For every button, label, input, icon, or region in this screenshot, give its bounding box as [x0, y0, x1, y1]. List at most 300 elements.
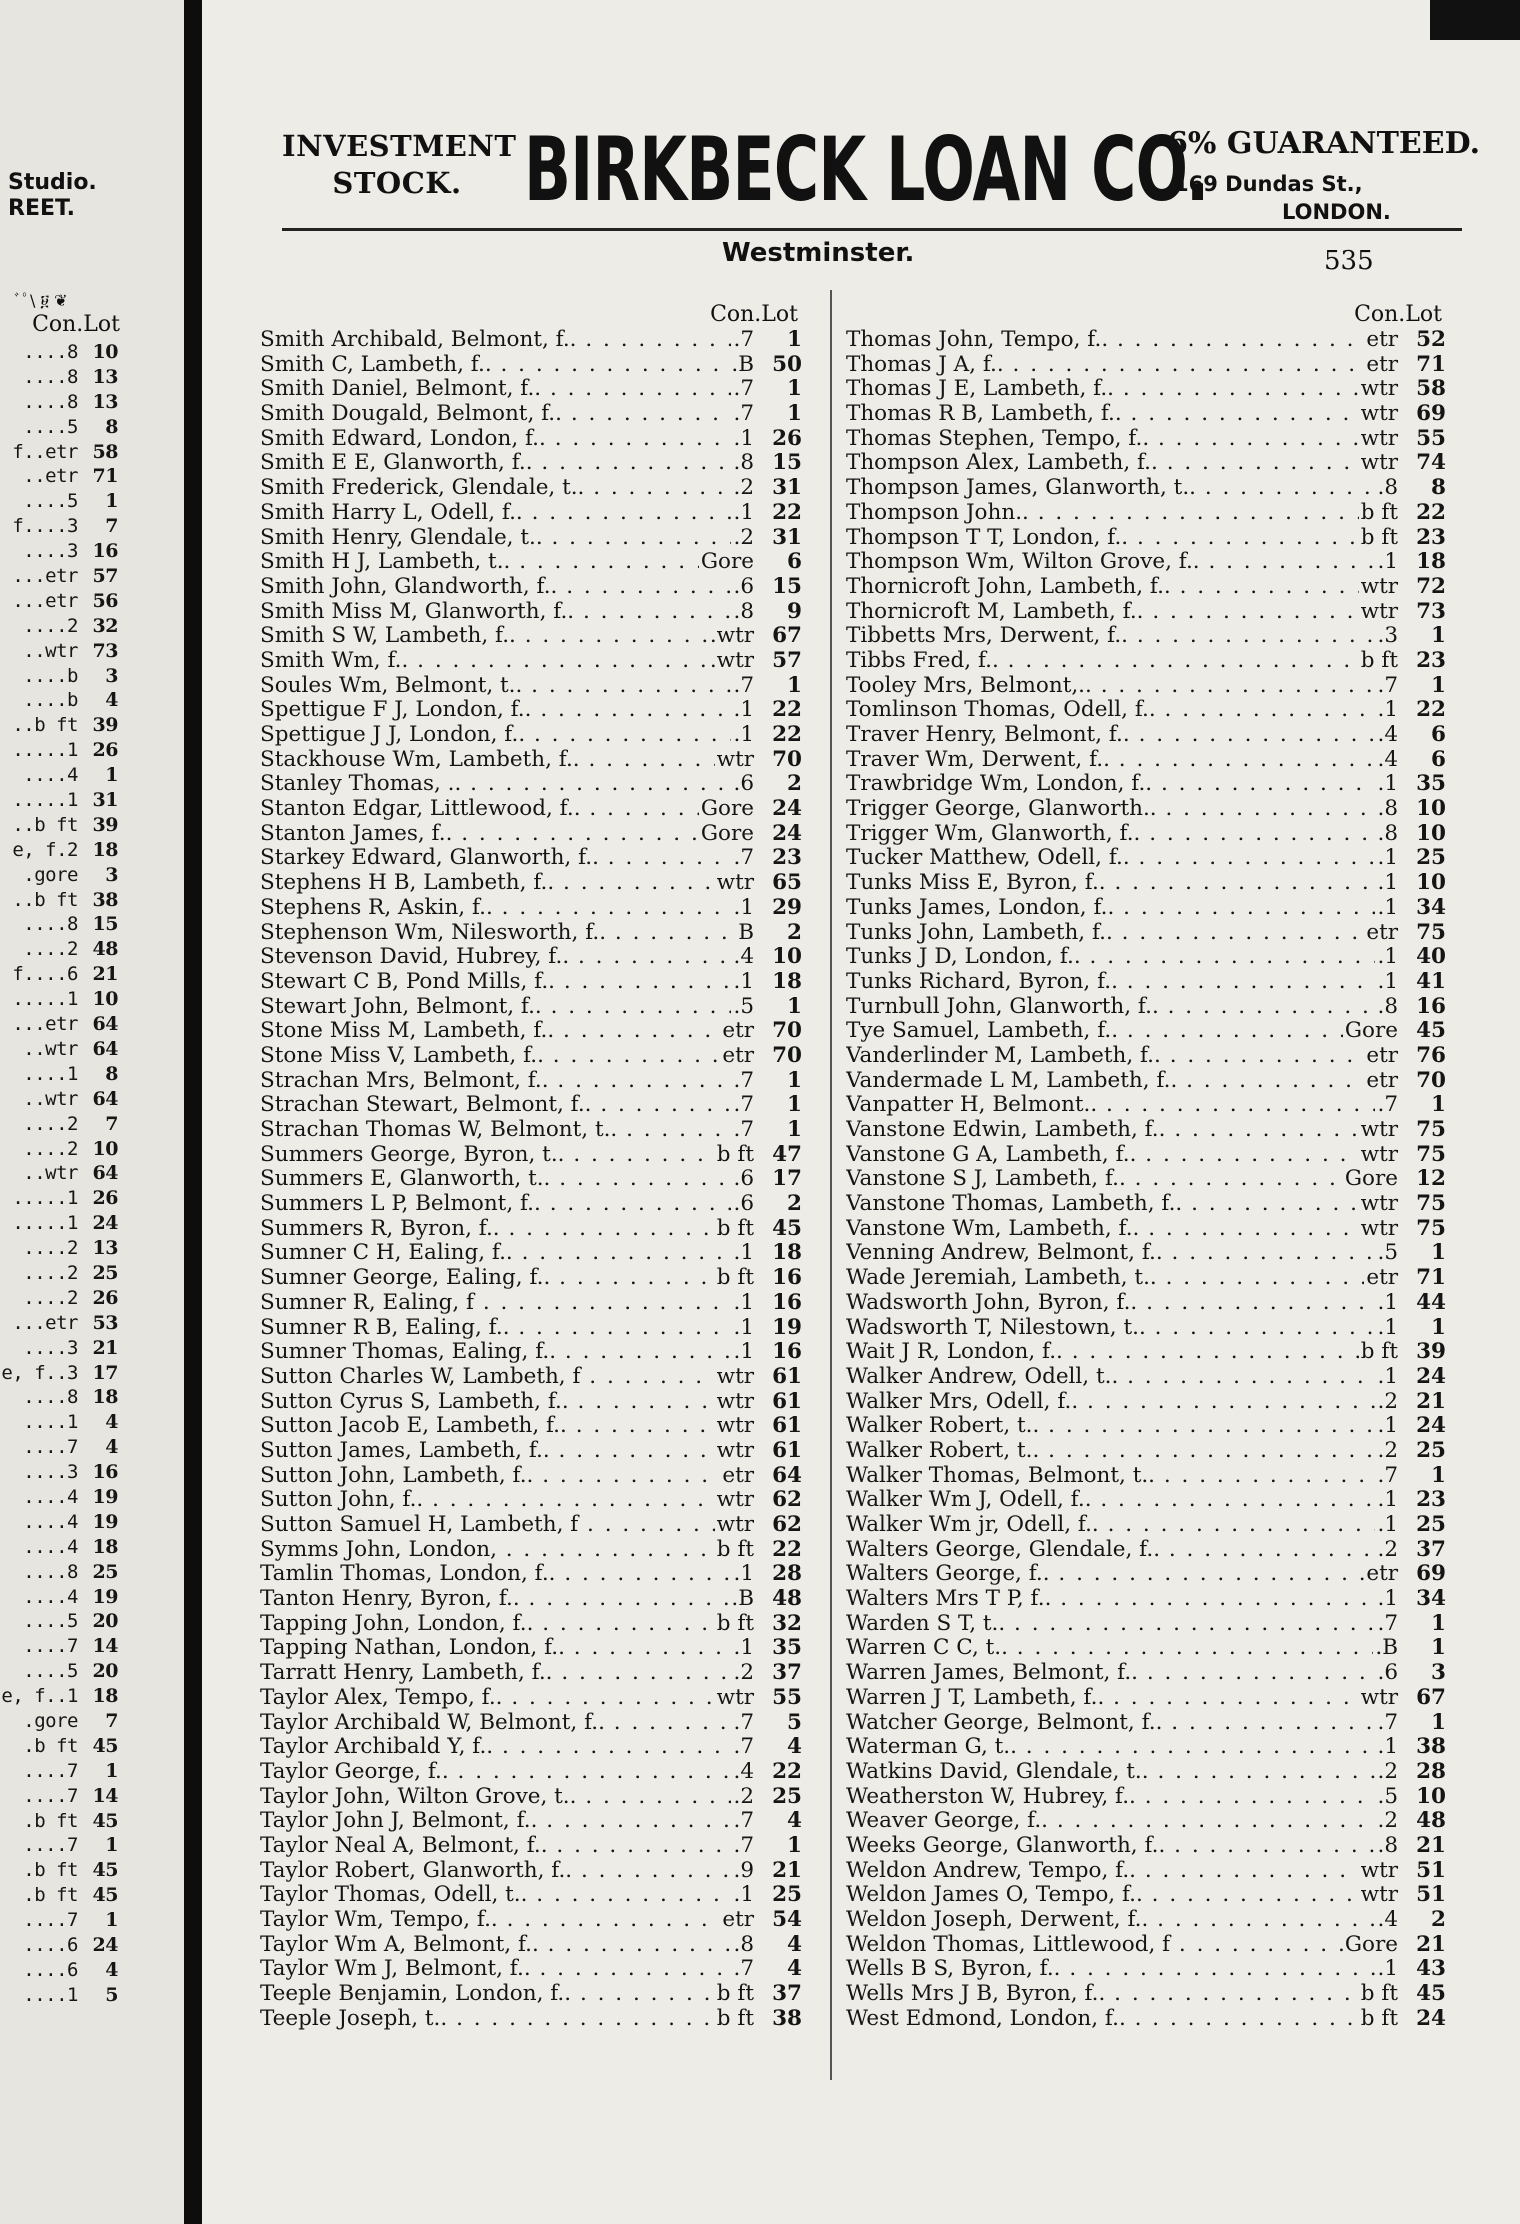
entry-concession: .2 [1377, 1438, 1398, 1463]
entry-lot: 1 [1431, 673, 1446, 698]
entry-concession: wtr [1360, 1858, 1398, 1883]
entry-concession: .wtr [709, 624, 754, 649]
previous-page-lot: 64 [92, 1013, 118, 1036]
directory-entry [846, 1760, 1446, 1785]
entry-concession: .B [731, 352, 754, 377]
entry-name: Taylor Alex, Tempo, f.. . . . [260, 1686, 715, 1711]
entry-name: Smith S W, Lambeth, f.. . . . [260, 624, 708, 649]
entry-concession: etr [722, 1908, 754, 1932]
entry-concession: .8 [733, 599, 754, 624]
previous-page-lot: 21 [92, 1336, 118, 1359]
previous-page-lot: 18 [92, 1535, 118, 1558]
entry-name: Weldon Andrew, Tempo, f.. . . . [846, 1859, 1359, 1884]
directory-entry [260, 1439, 802, 1464]
entry-lot: 70 [772, 1019, 802, 1044]
previous-page-con: ....2 [23, 1237, 78, 1260]
directory-entry [260, 427, 802, 452]
entry-name: Taylor Thomas, Odell, t.. . . . [260, 1883, 731, 1908]
directory-entry [260, 1143, 802, 1168]
entry-name: Turnbull John, Glanworth, f.. . . . [846, 995, 1375, 1020]
previous-page-row [0, 1137, 118, 1162]
entry-name: Taylor George, f.. . . . [260, 1760, 731, 1785]
entry-concession: .7 [733, 846, 754, 871]
entry-concession: .1 [1377, 772, 1398, 797]
directory-entry [260, 1933, 802, 1958]
entry-lot: 52 [1416, 328, 1446, 352]
entry-concession: .1 [1377, 698, 1398, 723]
entry-name: Trigger Wm, Glanworth, f.. . . . [846, 822, 1375, 847]
entry-concession: .7 [733, 1710, 754, 1735]
directory-entry [260, 1809, 802, 1834]
entry-name: Stanley Thomas, .. . . . [260, 772, 731, 797]
entry-lot: 16 [772, 1266, 802, 1291]
entry-lot: 45 [1416, 1982, 1446, 2007]
entry-name: Weldon Joseph, Derwent, f.. . . . [846, 1908, 1375, 1933]
entry-name: Teeple Benjamin, London, f.. . . . [260, 1982, 715, 2007]
previous-page-row [0, 489, 118, 514]
entry-name: Thomas J E, Lambeth, f.. . . . [846, 377, 1359, 402]
entry-name: Strachan Stewart, Belmont, f.. . . . [260, 1093, 731, 1118]
entry-concession: .1 [733, 1636, 754, 1661]
entry-concession: b ft [1360, 1982, 1398, 2007]
entry-concession: .8 [1377, 821, 1398, 846]
entry-lot: 16 [1416, 994, 1446, 1019]
directory-entry [260, 1093, 802, 1118]
previous-page-lot: 24 [92, 1212, 118, 1235]
entry-name: Wait J R, London, f.. . . . [846, 1340, 1359, 1365]
entry-lot: 38 [772, 2006, 802, 2031]
previous-page-row [0, 1460, 118, 1485]
directory-entry [846, 1143, 1446, 1168]
previous-page-row [0, 340, 118, 365]
previous-page-row [0, 614, 118, 639]
directory-entry [260, 550, 802, 575]
directory-entry [260, 1834, 802, 1859]
entry-concession: .1 [1377, 895, 1398, 920]
entry-lot: 40 [1416, 945, 1446, 970]
entry-concession: etr [1366, 328, 1398, 352]
entry-name: Stephenson Wm, Nilesworth, f.. . . . [260, 921, 736, 946]
previous-page-row [0, 539, 118, 564]
entry-lot: 6 [1431, 747, 1446, 772]
entry-name: Weaver George, f.. . . . [846, 1809, 1375, 1834]
entry-lot: 16 [772, 1340, 802, 1365]
directory-entry [260, 1562, 802, 1587]
previous-page-row [0, 664, 118, 689]
directory-entry [260, 328, 802, 353]
entry-name: Smith Archibald, Belmont, f.. . . . [260, 328, 731, 353]
entry-name: Vanstone G A, Lambeth, f.. . . . [846, 1143, 1359, 1168]
previous-page-con: ..b ft [12, 813, 78, 836]
entry-concession: .7 [1377, 1611, 1398, 1636]
entry-lot: 55 [772, 1685, 802, 1710]
entry-name: Stone Miss V, Lambeth, f.. . . . [260, 1044, 720, 1069]
previous-page-lot: 10 [92, 341, 118, 363]
directory-entry [846, 1538, 1446, 1563]
previous-page-con: ....5 [23, 415, 78, 438]
entry-lot: 1 [1431, 1710, 1446, 1735]
entry-name: Walker Wm jr, Odell, f.. . . . [846, 1513, 1375, 1538]
entry-lot: 35 [772, 1636, 802, 1661]
directory-entry [846, 1636, 1446, 1661]
previous-page-row [0, 1311, 118, 1336]
entry-name: Tunks James, London, f.. . . . [846, 896, 1375, 921]
previous-page-con: ....7 [23, 1784, 78, 1807]
entry-lot: 41 [1416, 969, 1446, 994]
previous-page-lot: 32 [92, 614, 118, 637]
entry-name: Thomas Stephen, Tempo, f.. . . . [846, 427, 1359, 452]
previous-page-row [0, 912, 118, 937]
entry-lot: 28 [772, 1562, 802, 1587]
directory-entry [260, 1192, 802, 1217]
previous-page-lot: 20 [92, 1610, 118, 1633]
previous-page-row [0, 1983, 118, 2008]
previous-page-lot: 71 [92, 465, 118, 488]
directory-entry [260, 1118, 802, 1143]
entry-name: Walker Mrs, Odell, f.. . . . [846, 1390, 1375, 1415]
previous-page-lot: 53 [92, 1311, 118, 1334]
directory-column-left [260, 302, 802, 2031]
previous-page-row [0, 1858, 118, 1883]
entry-lot: 1 [1431, 1241, 1446, 1266]
directory-entry [260, 797, 802, 822]
entry-name: Taylor Wm J, Belmont, f.. . . . [260, 1957, 731, 1982]
previous-page-lot: 19 [92, 1585, 118, 1608]
previous-page-row [0, 1684, 118, 1709]
directory-column-right [846, 302, 1446, 2031]
previous-page-row [0, 1809, 118, 1834]
directory-entry [260, 1982, 802, 2007]
entry-name: Weatherston W, Hubrey, f.. . . . [846, 1785, 1375, 1810]
entry-name: Watkins David, Glendale, t.. . . . [846, 1760, 1375, 1785]
entry-name: Sutton John, Lambeth, f.. . . . [260, 1464, 720, 1489]
entry-name: Stackhouse Wm, Lambeth, f.. . . . [260, 748, 715, 773]
entry-name: Wells B S, Byron, f.. . . . [846, 1957, 1375, 1982]
previous-page-row [0, 514, 118, 539]
previous-page-lot: 13 [92, 365, 118, 388]
directory-entry [260, 1365, 802, 1390]
entry-concession: .5 [1377, 1241, 1398, 1266]
entry-concession: .8 [1377, 994, 1398, 1019]
previous-page-lot: 57 [92, 565, 118, 588]
previous-page-row [0, 415, 118, 440]
entry-name: Smith Dougald, Belmont, f.. . . . [260, 402, 731, 427]
entry-lot: 75 [1416, 1142, 1446, 1167]
directory-entry [260, 649, 802, 674]
entry-concession: wtr [1360, 574, 1398, 599]
entry-lot: 1 [787, 673, 802, 698]
entry-name: Sumner Thomas, Ealing, f.. . . . [260, 1340, 731, 1365]
entry-lot: 1 [787, 1093, 802, 1118]
entry-name: Taylor John J, Belmont, f.. . . . [260, 1809, 731, 1834]
directory-entry [846, 1785, 1446, 1810]
entry-name: Smith Henry, Glendale, t.. . . . [260, 526, 731, 551]
entry-name: Strachan Mrs, Belmont, f.. . . . [260, 1069, 731, 1094]
entry-concession: .1 [1377, 1488, 1398, 1513]
entry-concession: .8 [1377, 476, 1398, 501]
directory-entry [846, 451, 1446, 476]
directory-entry [260, 846, 802, 871]
directory-entry [846, 377, 1446, 402]
previous-page-con: ....1 [23, 1411, 78, 1434]
entry-name: Tanton Henry, Byron, f.. . . . [260, 1587, 729, 1612]
entry-concession: .1 [1377, 1513, 1398, 1537]
directory-entry [846, 1834, 1446, 1859]
entry-concession: wtr [1360, 1216, 1398, 1241]
previous-page-row [0, 1485, 118, 1510]
stock-label: STOCK. [332, 166, 462, 200]
entry-name: Stanton James, f.. . . . [260, 822, 699, 847]
entry-name: Summers L P, Belmont, f.. . . . [260, 1192, 731, 1217]
entry-name: Vanpatter H, Belmont.. . . . [846, 1093, 1375, 1118]
entry-name: Tapping John, London, f.. . . . [260, 1612, 715, 1637]
entry-name: Walker Andrew, Odell, t.. . . . [846, 1365, 1375, 1390]
entry-concession: etr [1366, 1043, 1398, 1068]
township-title: Westminster. [722, 238, 915, 268]
entry-concession: b ft [1360, 2006, 1398, 2031]
previous-page-con: ....5 [23, 490, 78, 513]
entry-concession: .wtr [709, 648, 754, 673]
entry-concession: b ft [716, 2006, 754, 2031]
entry-concession: b ft [716, 1216, 754, 1241]
previous-page-lot: 1 [105, 1909, 118, 1932]
entry-concession: .1 [733, 698, 754, 723]
entry-lot: 51 [1416, 1858, 1446, 1883]
entry-name: Smith Harry L, Odell, f.. . . . [260, 501, 731, 526]
entry-name: Vanstone S J, Lambeth, f.. . . . [846, 1167, 1343, 1192]
entry-concession: b ft [1360, 525, 1398, 550]
previous-page-lot: 64 [92, 1162, 118, 1185]
entry-lot: 70 [772, 1043, 802, 1068]
directory-entry [846, 1044, 1446, 1069]
entry-name: Trigger George, Glanworth.. . . . [846, 797, 1375, 822]
entry-lot: 25 [772, 1784, 802, 1809]
entry-lot: 45 [1416, 1019, 1446, 1044]
entry-concession: .1 [1377, 1315, 1398, 1340]
entry-concession: .7 [1377, 1710, 1398, 1735]
directory-entry [846, 1291, 1446, 1316]
previous-page-lot: 8 [105, 1062, 118, 1085]
previous-page-lot: 38 [92, 888, 118, 911]
directory-entry [846, 748, 1446, 773]
entry-lot: 67 [1416, 1685, 1446, 1710]
previous-page-row [0, 1883, 118, 1908]
entry-name: Stone Miss M, Lambeth, f.. . . . [260, 1019, 720, 1044]
directory-entry [260, 1488, 802, 1513]
entry-concession: wtr [1360, 1685, 1398, 1710]
entry-name: Thornicroft John, Lambeth, f.. . . . [846, 575, 1359, 600]
entry-name: Spettigue F J, London, f.. . . . [260, 698, 731, 723]
entry-name: Weldon James O, Tempo, f.. . . . [846, 1883, 1359, 1908]
entry-name: Walker Robert, t.. . . . [846, 1439, 1375, 1464]
entry-concession: .1 [733, 1290, 754, 1315]
previous-page-lot: 7 [105, 1709, 118, 1732]
previous-page-row [0, 639, 118, 664]
entry-lot: 6 [787, 550, 802, 575]
entry-lot: 64 [772, 1463, 802, 1488]
previous-page-con: ....8 [23, 1386, 78, 1409]
entry-concession: wtr [716, 1513, 754, 1537]
entry-concession: wtr [716, 1685, 754, 1710]
previous-page-con: .....1 [12, 1212, 78, 1235]
entry-concession: Gore [700, 821, 754, 846]
entry-concession: .1 [733, 723, 754, 747]
entry-lot: 10 [1416, 797, 1446, 822]
directory-entry [846, 1982, 1446, 2007]
entry-concession: .5 [733, 994, 754, 1019]
entry-lot: 37 [772, 1661, 802, 1686]
entry-name: Tunks John, Lambeth, f.. . . . [846, 921, 1364, 946]
previous-page-lot: 45 [92, 1884, 118, 1907]
previous-page-row [0, 813, 118, 838]
directory-entry [846, 995, 1446, 1020]
entry-concession: .4 [1377, 747, 1398, 772]
directory-entry [846, 797, 1446, 822]
previous-page-lot: 1 [105, 1759, 118, 1782]
previous-page-lot: 3 [105, 664, 118, 687]
previous-page-lot: 15 [92, 913, 118, 936]
entry-lot: 1 [787, 1833, 802, 1858]
entry-concession: .6 [1377, 1661, 1398, 1686]
entry-name: Stanton Edgar, Littlewood, f.. . . . [260, 797, 699, 822]
entry-name: Tibbetts Mrs, Derwent, f.. . . . [846, 624, 1375, 649]
previous-page-lot: 1 [105, 1834, 118, 1857]
entry-lot: 31 [772, 525, 802, 550]
directory-entry [260, 1538, 802, 1563]
entry-lot: 28 [1416, 1759, 1446, 1784]
entry-concession: b ft [1360, 648, 1398, 673]
entry-concession: .1 [1377, 969, 1398, 994]
previous-page-con: ....2 [23, 614, 78, 637]
entry-lot: 22 [1416, 500, 1446, 525]
entry-lot: 12 [1416, 1167, 1446, 1192]
entry-name: Stewart C B, Pond Mills, f.. . . . [260, 970, 731, 995]
entry-lot: 25 [1416, 1438, 1446, 1463]
entry-lot: 62 [772, 1488, 802, 1513]
entry-lot: 25 [1416, 846, 1446, 871]
entry-concession: wtr [1360, 426, 1398, 451]
entry-lot: 17 [772, 1167, 802, 1192]
previous-page-con: ..wtr [23, 1087, 78, 1110]
entry-concession: .7 [1377, 673, 1398, 698]
directory-entry [260, 995, 802, 1020]
previous-page-lot: 19 [92, 1510, 118, 1533]
entry-name: Walters George, Glendale, f.. . . . [846, 1538, 1375, 1563]
entry-lot: 1 [787, 1068, 802, 1093]
entry-name: Smith John, Glandworth, f.. . . . [260, 575, 731, 600]
directory-entry [846, 1933, 1446, 1958]
directory-entry [846, 945, 1446, 970]
entry-concession: b ft [1360, 500, 1398, 525]
previous-page-row [0, 1012, 118, 1037]
entry-name: Taylor John, Wilton Grove, t.. . . . [260, 1785, 731, 1810]
entry-concession: .1 [733, 1883, 754, 1908]
entry-name: Sutton Samuel H, Lambeth, f . . . [260, 1513, 715, 1538]
directory-entry [846, 1019, 1446, 1044]
entry-lot: 23 [1416, 1488, 1446, 1513]
directory-entry [260, 1612, 802, 1637]
entry-lot: 10 [1416, 871, 1446, 896]
entry-name: Tooley Mrs, Belmont,.. . . . [846, 674, 1375, 699]
previous-page-con: ....4 [23, 1510, 78, 1533]
previous-page-lot: 45 [92, 1859, 118, 1882]
entry-name: Tye Samuel, Lambeth, f.. . . . [846, 1019, 1343, 1044]
previous-page-row [0, 1634, 118, 1659]
entry-concession: .7 [733, 1809, 754, 1834]
entry-concession: .6 [733, 1167, 754, 1192]
entry-concession: .7 [733, 1957, 754, 1982]
entry-name: Smith Miss M, Glanworth, f.. . . . [260, 600, 731, 625]
previous-page-row [0, 1833, 118, 1858]
entry-lot: 29 [772, 895, 802, 920]
entry-lot: 18 [1416, 550, 1446, 575]
previous-page-row [0, 1585, 118, 1610]
entry-name: Teeple Joseph, t.. . . . [260, 2007, 715, 2032]
entry-concession: .7 [733, 1735, 754, 1760]
entry-name: Sumner R B, Ealing, f.. . . . [260, 1316, 731, 1341]
previous-page-col-header: Con.Lot [32, 312, 120, 337]
entry-name: Sutton James, Lambeth, f.. . . . [260, 1439, 715, 1464]
previous-page-lot: 18 [92, 838, 118, 861]
entry-concession: .7 [733, 1093, 754, 1118]
previous-page-con: .b ft [23, 1734, 78, 1757]
directory-entry [846, 1562, 1446, 1587]
entry-lot: 54 [772, 1908, 802, 1932]
entry-lot: 4 [787, 1957, 802, 1982]
previous-page-row [0, 1435, 118, 1460]
entry-concession: .8 [1377, 797, 1398, 822]
entry-lot: 35 [1416, 772, 1446, 797]
directory-entry [846, 1957, 1446, 1982]
previous-page-row [0, 1361, 118, 1386]
entry-lot: 25 [1416, 1513, 1446, 1537]
entry-lot: 16 [772, 1290, 802, 1315]
entry-name: Strachan Thomas W, Belmont, t.. . . . [260, 1118, 731, 1143]
previous-page-lot: 13 [92, 1237, 118, 1260]
previous-page-lot: 7 [105, 515, 118, 538]
previous-page-lot: 25 [92, 1261, 118, 1284]
entry-concession: .7 [733, 1118, 754, 1142]
entry-lot: 4 [787, 1932, 802, 1957]
directory-entry [260, 1859, 802, 1884]
directory-entry [846, 649, 1446, 674]
entry-name: Warden S T, t.. . . . [846, 1612, 1375, 1637]
previous-page-lot: 19 [92, 1485, 118, 1508]
entry-name: Smith Wm, f.. . . . [260, 649, 708, 674]
previous-page-con: .b ft [23, 1884, 78, 1907]
directory-entry [846, 1439, 1446, 1464]
entry-concession: .1 [1377, 1587, 1398, 1612]
entry-lot: 21 [772, 1858, 802, 1883]
entry-concession: wtr [716, 871, 754, 896]
entry-lot: 61 [772, 1389, 802, 1414]
entry-concession: .1 [1377, 846, 1398, 871]
entry-lot: 73 [1416, 599, 1446, 624]
previous-page-con: e, f.2 [12, 838, 78, 861]
directory-entry [846, 723, 1446, 748]
entry-lot: 1 [1431, 1315, 1446, 1340]
directory-entry [260, 1513, 802, 1538]
previous-page-con: ....7 [23, 1759, 78, 1782]
previous-page-con: ....7 [23, 1635, 78, 1658]
entry-concession: .2 [1377, 1759, 1398, 1784]
entry-name: Thompson Alex, Lambeth, f.. . . . [846, 451, 1359, 476]
previous-page-con: ....2 [23, 1112, 78, 1135]
entry-concession: Gore [700, 797, 754, 822]
entry-lot: 22 [1416, 698, 1446, 723]
entry-concession: Gore [1344, 1019, 1398, 1044]
entry-concession: .1 [1377, 1957, 1398, 1982]
